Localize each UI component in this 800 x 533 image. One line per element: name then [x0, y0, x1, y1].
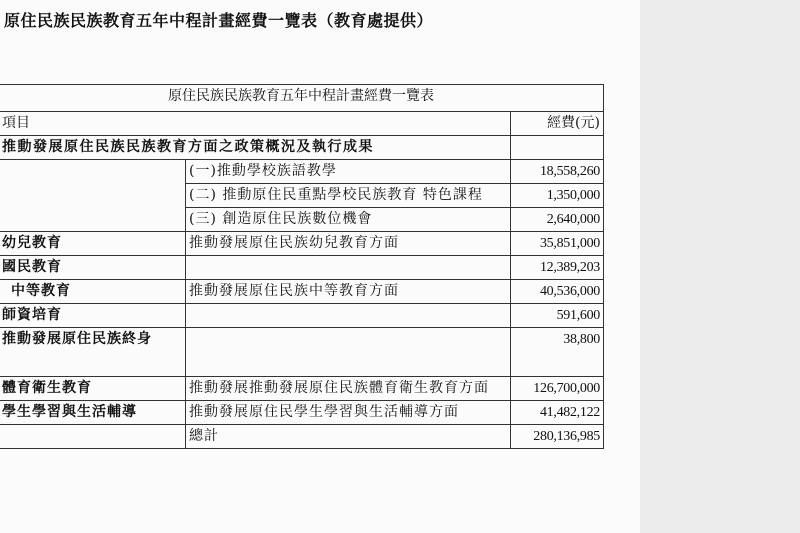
table-row: [0, 280, 604, 304]
row-category: 體育衛生教育: [0, 377, 186, 401]
row-category: 幼兒教育: [0, 232, 186, 256]
row-amount: 35,851,000: [511, 232, 604, 256]
table-title: 原住民族民族教育五年中程計畫經費一覽表: [0, 85, 604, 112]
row-amount: 12,389,203: [511, 256, 604, 280]
budget-table: [0, 84, 604, 449]
side-panel: [640, 0, 800, 533]
row-desc: (一)推動學校族語教學: [186, 160, 511, 184]
table-row: [0, 328, 604, 377]
total-row: [0, 425, 604, 449]
section-heading: 推動發展原住民族民族教育方面之政策概況及執行成果: [0, 136, 511, 160]
section-amount-cell: [511, 136, 604, 160]
row-amount: 591,600: [511, 304, 604, 328]
row-desc: (三) 創造原住民族數位機會: [186, 208, 511, 232]
row-desc: [186, 304, 511, 328]
row-category: 國民教育: [0, 256, 186, 280]
document-title: 原住民族民族教育五年中程計畫經費一覽表（教育處提供）: [4, 11, 434, 30]
total-label: 總計: [186, 425, 511, 449]
row-amount: 38,800: [511, 328, 604, 377]
row-category: 學生學習與生活輔導: [0, 401, 186, 425]
row-desc: [186, 256, 511, 280]
header-cost: 經費(元): [511, 112, 604, 136]
section-heading-row: [0, 136, 604, 160]
table-title-row: [0, 85, 604, 112]
table-row: [0, 232, 604, 256]
header-item: 項目: [0, 112, 511, 136]
table-row: [0, 256, 604, 280]
table-row: [0, 377, 604, 401]
table-header-row: [0, 112, 604, 136]
row-category: 推動發展原住民族終身: [0, 328, 186, 377]
row-desc: (二) 推動原住民重點學校民族教育 特色課程: [186, 184, 511, 208]
table-row: [0, 401, 604, 425]
row-desc: 推動發展原住民族中等教育方面: [186, 280, 511, 304]
row-amount: 126,700,000: [511, 377, 604, 401]
row-desc: 推動發展推動發展原住民族體育衛生教育方面: [186, 377, 511, 401]
subitems-category-cell: [0, 160, 186, 232]
row-desc: 推動發展原住民學生學習與生活輔導方面: [186, 401, 511, 425]
row-amount: 2,640,000: [511, 208, 604, 232]
row-desc: 推動發展原住民族幼兒教育方面: [186, 232, 511, 256]
table-row: [0, 304, 604, 328]
total-category-cell: [0, 425, 186, 449]
table-row: [0, 160, 604, 184]
row-desc: [186, 328, 511, 377]
row-category: 師資培育: [0, 304, 186, 328]
row-category: 中等教育: [0, 280, 186, 304]
row-amount: 41,482,122: [511, 401, 604, 425]
row-amount: 18,558,260: [511, 160, 604, 184]
row-amount: 1,350,000: [511, 184, 604, 208]
row-amount: 40,536,000: [511, 280, 604, 304]
total-amount: 280,136,985: [511, 425, 604, 449]
